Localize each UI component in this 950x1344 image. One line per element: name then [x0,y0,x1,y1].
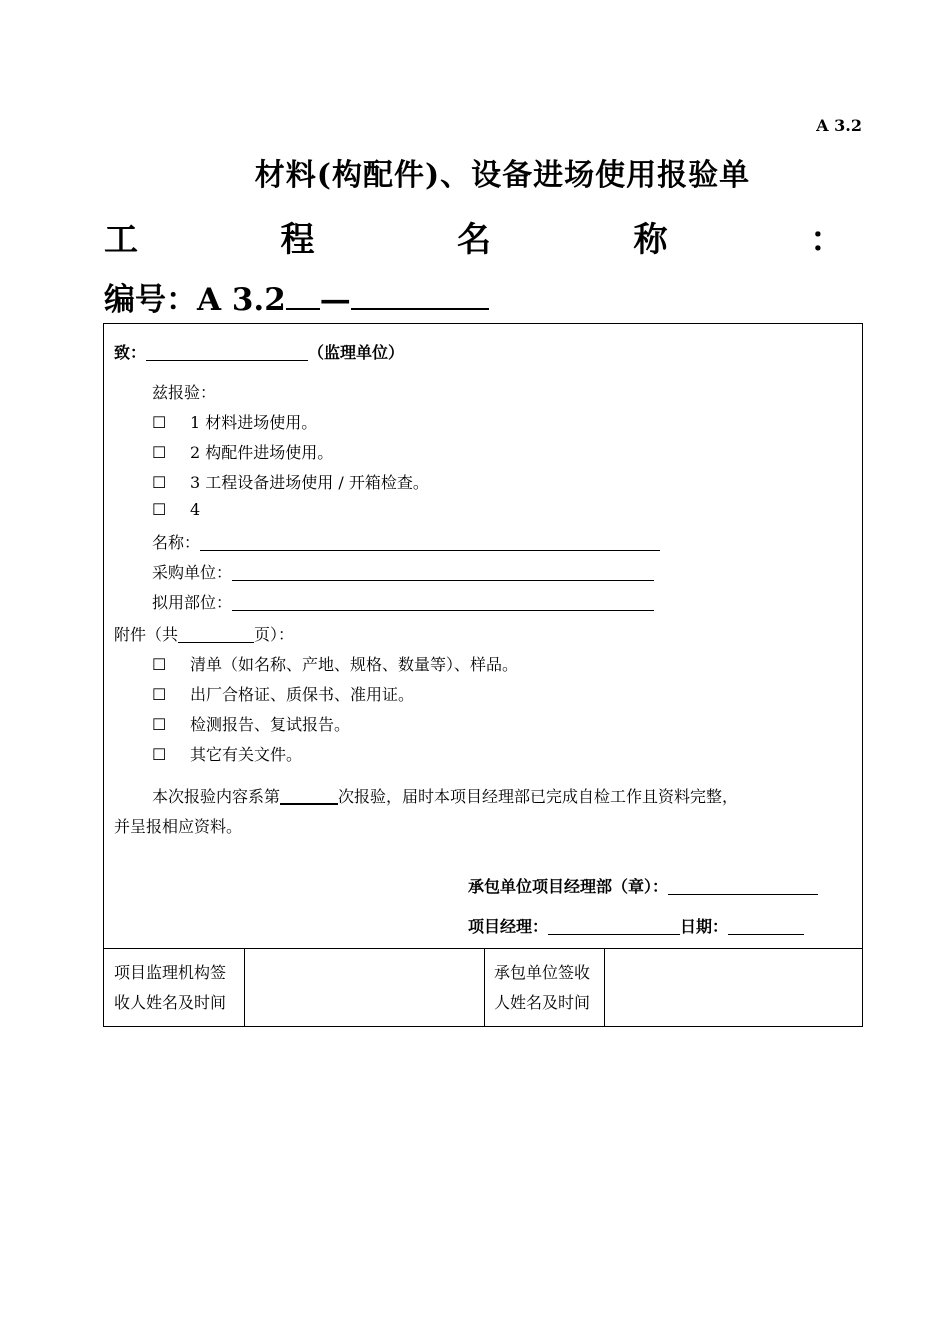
supervisor-sign-line: 项目监理机构签 [114,963,227,982]
pm-field[interactable] [548,917,680,935]
pm-label: 项目经理： [468,917,549,936]
contractor-stamp-label: 承包单位项目经理部（章）： [468,877,669,896]
project-label-char: 名 [457,220,491,260]
intended-dept-field[interactable] [232,593,654,611]
attachment-row [114,622,294,645]
column-divider [484,948,485,1026]
supervisor-sign-label [114,958,226,1018]
project-label-char: 程 [280,220,315,260]
name-field[interactable] [200,533,660,551]
number-row [104,274,489,319]
report-form [103,323,863,1027]
statement-suffix: 次报验，届时本项目经理部已完成自检工作且资料完整， [338,787,739,806]
statement-prefix: 本次报验内容系第 [152,787,281,806]
attachment-suffix: 页）： [254,625,295,644]
checkbox-icon[interactable]: ☐ [152,500,167,519]
contractor-stamp-field[interactable] [668,877,818,895]
checkbox-icon[interactable]: ☐ [152,685,167,704]
attachment-label: 其它有关文件。 [190,745,303,764]
supervisor-unit-field[interactable] [146,343,308,361]
option-label: 2 构配件进场使用。 [190,443,334,462]
attachment-1[interactable] [152,652,518,675]
attachment-label: 检测报告、复试报告。 [190,715,351,734]
option-label: 4 [190,500,201,519]
number-blank-1[interactable] [286,275,320,310]
attachment-label: 清单（如名称、产地、规格、数量等）、样品。 [190,655,519,674]
option-2[interactable] [152,440,333,463]
page-title: 材料(构配件)、设备进场使用报验单 [254,158,751,193]
option-3[interactable] [152,470,429,493]
contractor-sign-field[interactable] [605,948,863,1028]
date-field[interactable] [728,917,804,935]
project-label-char: ： [810,220,844,260]
checkbox-icon[interactable]: ☐ [152,413,167,432]
project-label-char: 工 [104,220,138,260]
project-label-char: 称 [633,220,668,260]
attachment-3[interactable] [152,712,350,735]
name-row [152,530,660,553]
purchaser-row [152,560,654,583]
report-count-field[interactable] [280,786,338,805]
purchaser-label: 采购单位： [152,563,233,582]
attachment-2[interactable] [152,682,414,705]
attachment-prefix: 附件（共 [114,625,179,644]
report-intro: 兹报验： [152,383,217,402]
number-blank-2[interactable] [351,275,489,310]
checkbox-icon[interactable]: ☐ [152,745,167,764]
contractor-sign-line: 承包单位签收 [494,963,591,982]
intended-dept-label: 拟用部位： [152,593,233,612]
option-1[interactable] [152,410,317,433]
option-label: 1 材料进场使用。 [190,413,318,432]
attachment-4[interactable] [152,742,302,765]
pm-date-row [468,914,804,937]
contractor-stamp-row [468,874,818,897]
intended-dept-row [152,590,654,613]
to-suffix: （监理单位） [308,343,405,362]
checkbox-icon[interactable]: ☐ [152,473,167,492]
checkbox-icon[interactable]: ☐ [152,443,167,462]
name-label: 名称： [152,533,201,552]
number-label: 编号： [104,282,197,318]
statement-line-2: 并呈报相应资料。 [114,817,243,836]
number-dash: — [319,282,351,318]
attachment-pages-field[interactable] [178,625,254,643]
checkbox-icon[interactable]: ☐ [152,715,167,734]
purchaser-field[interactable] [232,563,654,581]
supervisor-sign-line: 收人姓名及时间 [114,993,227,1012]
date-label: 日期： [680,917,729,936]
option-label: 3 工程设备进场使用 / 开箱检查。 [190,473,429,492]
form-code: A 3.2 [816,116,862,135]
contractor-sign-label [494,958,590,1018]
to-row [114,340,404,363]
attachment-label: 出厂合格证、质保书、准用证。 [190,685,415,704]
contractor-sign-line: 人姓名及时间 [494,993,591,1012]
supervisor-sign-field[interactable] [245,948,484,1028]
number-prefix: A 3.2 [197,282,286,318]
to-label: 致： [114,343,147,362]
statement-line-1 [152,784,738,807]
project-name-label [104,212,844,261]
checkbox-icon[interactable]: ☐ [152,655,167,674]
option-4[interactable] [152,500,200,519]
